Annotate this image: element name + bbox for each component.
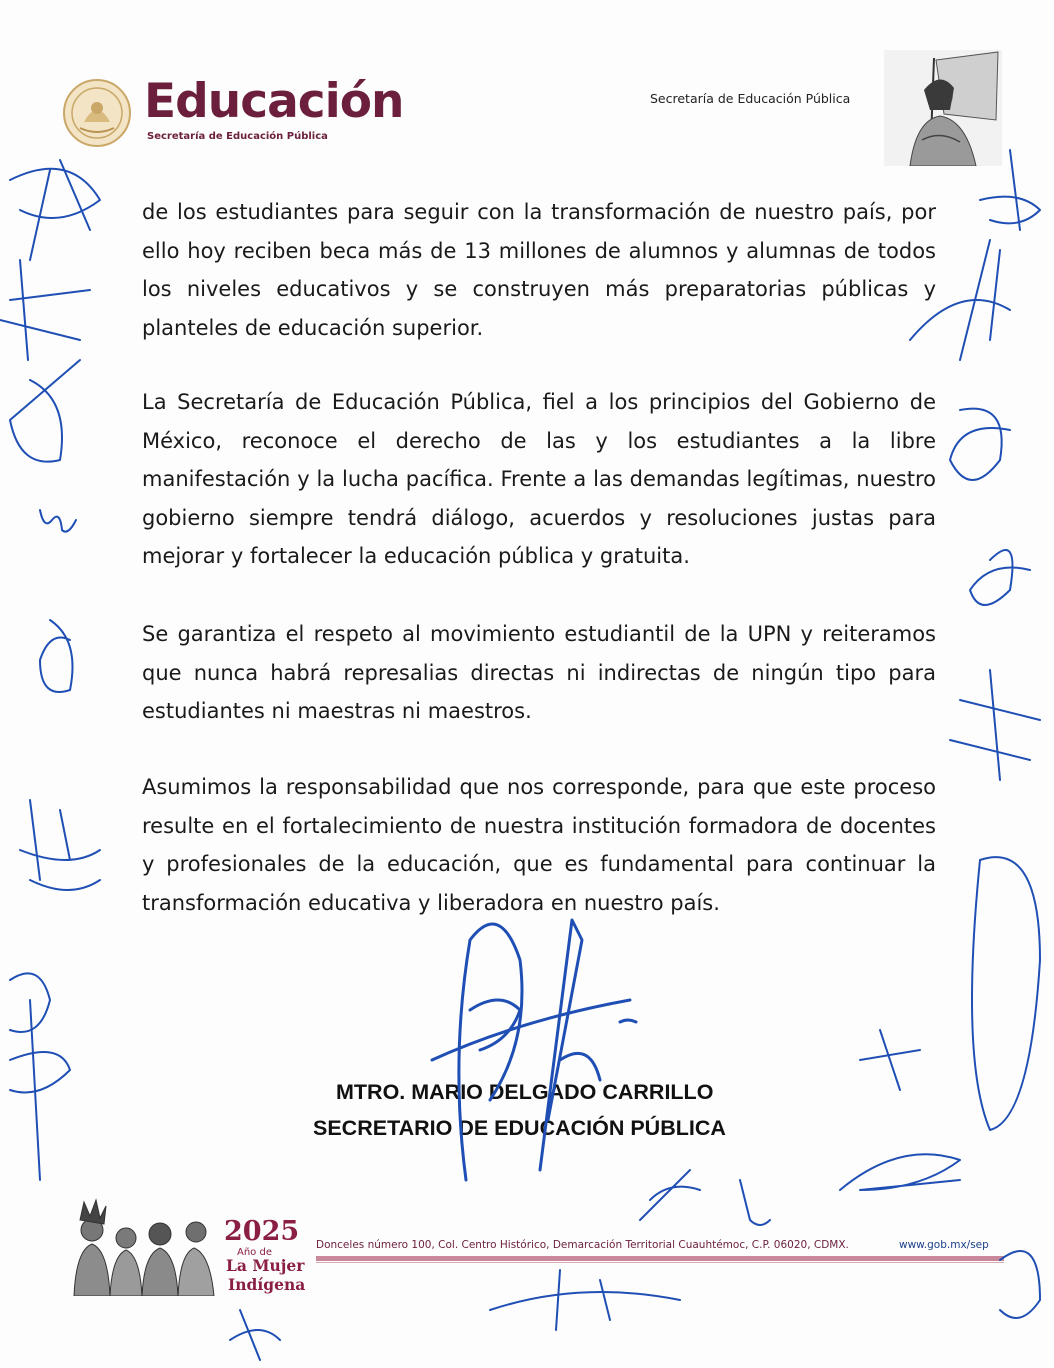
body-paragraph: Se garantiza el respeto al movimiento estudiantil de la UPN y reiteramos que nunca habrá represalias directas ni indirectas de ningún tipo para estudiantes ni maestras ni maestros. (142, 622, 936, 723)
body-paragraph: La Secretaría de Educación Pública, fiel a los principios del Gobierno de México, reconoce el derecho de las y los estudiantes a la libre manifestación y la lucha pacífica. Frente a las demandas legítimas, nuestro gobierno siempre tendrá diálogo, acuerdos y resoluciones justas para mejorar y fortalecer la educación pública y gratuita. (142, 390, 936, 568)
footer-divider-thin (316, 1262, 1004, 1263)
footer-year-theme-line2: Indígena (228, 1275, 306, 1294)
body-paragraph: Asumimos la responsabilidad que nos corresponde, para que este proceso resulte en el fortalecimiento de nuestra institución formadora de docentes y profesionales de la educación, que es fundamental para continuar la transformación educativa y liberadora en nuestro país. (142, 775, 936, 915)
signatory-title: SECRETARIO DE EDUCACIÓN PÚBLICA (313, 1116, 726, 1140)
indigenous-women-illustration-icon (66, 1198, 218, 1296)
footer-website-link[interactable]: www.gob.mx/sep (899, 1239, 989, 1251)
header-institution-label: Secretaría de Educación Pública (650, 91, 851, 106)
footer-divider (316, 1256, 1004, 1261)
logo-subtitle: Secretaría de Educación Pública (147, 131, 328, 142)
mexico-coat-of-arms-icon (62, 78, 132, 148)
footer-year-theme-line1: La Mujer (226, 1256, 305, 1275)
footer-address: Donceles número 100, Col. Centro Histórico, Demarcación Territorial Cuauhtémoc, C.P. 06020, CDMX. (316, 1239, 849, 1251)
body-paragraph: de los estudiantes para seguir con la transformación de nuestro país, por ello hoy reciben beca más de 13 millones de alumnos y alumnas de todos los niveles educativos y se construyen más preparatorias públicas y planteles de educación superior. (142, 200, 936, 340)
footer-year-caption: Año de (237, 1247, 272, 1258)
footer-year: 2025 (224, 1216, 300, 1247)
handwritten-signature-icon (432, 920, 636, 1180)
woman-with-flag-portrait-icon (884, 50, 1002, 166)
logo-wordmark: Educación (144, 74, 404, 129)
signatory-name: MTRO. MARIO DELGADO CARRILLO (336, 1080, 714, 1104)
